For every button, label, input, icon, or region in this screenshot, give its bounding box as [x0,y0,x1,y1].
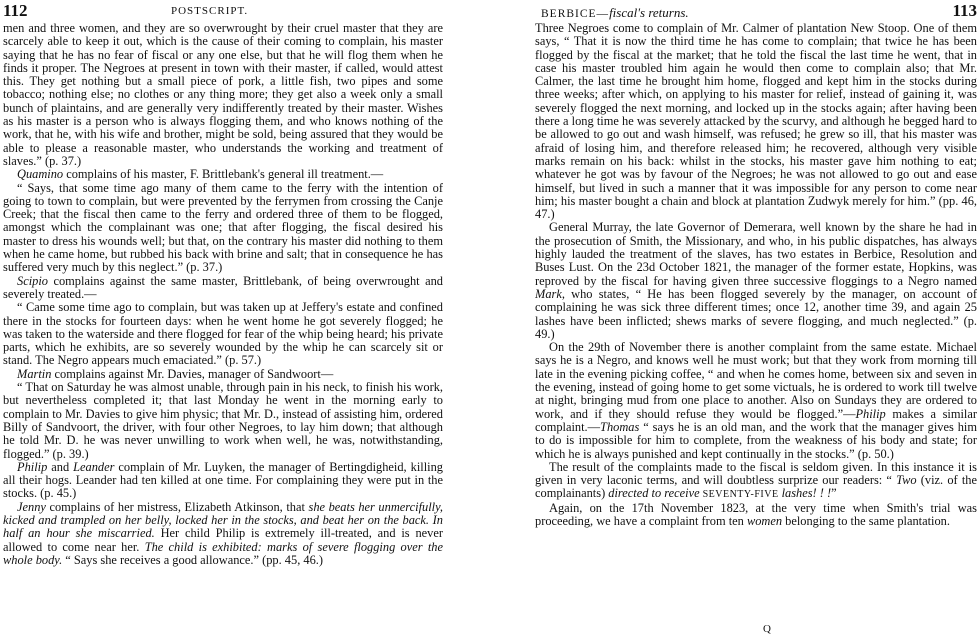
text-run: who states, “ He has been flogged severely by the manager, on account of complaining he was sick three different times; once 12, another time 39, and again 25 lashes have been inflicted; shews marks of severe flogging, and much neglected.” (p. 49.) [535,286,977,341]
text-run: complains of her mistress, Elizabeth Atkinson, that [45,499,309,514]
italic-text-run: Philip [855,406,886,421]
paragraph [3,22,443,168]
italic-text-run: Mark, [535,286,565,301]
text-run: makes a similar complaint.— [535,406,977,434]
paragraph [3,368,443,381]
text-run: “ That on Saturday he was almost unable, through pain in his neck, to finish his work, but nevertheless completed it; that last Monday he went in the morning early to complain to Mr. Davies to give him physic; that Mr. D., instead of assisting him, ordered Billy of Sandvoort, the driver, with four other Negroes, to lay him down; that although he told Mr. D. he was never unwilling to work when well, he was, notwithstanding, flogged.” (p. 39.) [3,380,443,461]
paragraph [3,461,443,501]
paragraph [535,502,977,529]
text-run: The result of the complaints made to the fiscal is seldom given. In this instance it is given in very laconic terms, and will doubtless surprize our readers: “ [535,459,977,488]
text-run: Three Negroes come to complain of Mr. Calmer of plantation New Stoop. One of them says, “ That it is now the third time he has come to complain; that twice he has been flogged by the fiscal at the market; that he told the fiscal the last time he went, that in case his master troubled him again he would then come to complain also; that Mr. Calmer, the last time he brought him home, flogged and kept him in the stocks during three weeks; after which, on applying to his master for relief, instead of gaining it, was severely flogged the next morning, and locked up in the stocks again; after having been there a long time he was severely attacked by the scurvy, and although he begged hard to be allowed to go out and wash himself, was refused; he grew so ill, that his master was afraid of losing him, and therefore released him; he recovered, although very visible marks remain on his back: whilst in the stocks, his master gave him nothing to eat; whatever he got was by favour of the Negroes; he was not allowed to go out and ease himself, but lived in such a manner that it was impossible for any person to come near him; his master bought a chain and block at plantation Zudwyk merely for him.” (pp. 46, 47.) [535,21,977,222]
right-page-number: 113 [952,1,977,20]
text-run: complain of Mr. Luyken, the manager of Bertingdigheid, killing all their hogs. Leander had ten killed at one time. For complaining they were put in the stocks. (p. 45.) [3,459,443,501]
italic-text-run: lashes! ! ! [781,486,832,501]
italic-text-run: Two [896,473,917,488]
text-run: “ Says she receives a good allowance.” (pp. 45, 46.) [62,552,324,567]
text-run: General Murray, the late Governor of Demerara, well known by the share he had in the prosecution of Smith, the Missionary, and who, in his public dispatches, has always highly lauded the treatment of the slaves, has two estates in Berbice, Resolution and Buses Lust. On the 23d October 1821, the manager of the former estate, Hopkins, was reproved by the fiscal for having given three successive floggings to a Negro named [535,220,977,288]
text-run: (viz. of the complainants) [535,473,977,501]
running-head-italic: fiscal's returns. [609,5,689,20]
text-run: men and three women, and they are so overwrought by their cruel master that they are scarcely able to keep it out, which is the cause of their coming to complain, his master saying that he has no fear of fiscal or any one else, but that he will flog them when he finds it proper. The Negroes at present in town with their master, if called, would attest this. They get nothing but a small piece of pork, a little fish, two pipes and some tobacco; nothing else; no clothes or any thing more; they get also a week only a small bunch of plaintains, and are generally very indifferently treated by their master. Wishes as his master is a person who is always flogging them, and who knows nothing of the work, that he, with his wife and brother, might be sold, being assured that they would be able to please a reasonable master, who understands the working and treatment of slaves.” (p. 37.) [3,21,443,168]
italic-text-run: The child is exhibited: marks of severe flogging over the whole body. [3,539,443,567]
left-running-head: POSTSCRIPT. [171,5,249,17]
paragraph [535,22,977,221]
text-run: ” [831,486,837,501]
text-run: “ says he is an old man, and the work that the manager gives him to do is impossible for him to complete, from the weakness of his body and state; for which he is always punished and kept continually in the stocks.” (p. 50.) [535,419,977,461]
left-page-body [3,22,443,567]
paragraph [3,168,443,181]
right-page-header [535,0,977,22]
text-run: complains of his master, F. Brittlebank's general ill treatment.— [63,167,384,182]
italic-text-run: women [746,513,783,528]
paragraph [3,381,443,461]
italic-text-run: Jenny [17,499,46,514]
text-run: complains against the same master, Brittlebank, of being overwrought and severely treated.— [3,273,443,301]
italic-text-run: Leander [73,459,115,474]
text-run: “ Came some time ago to complain, but was taken up at Jeffery's estate and confined there in the stocks for fourteen days: when he went home he got severely flogged; he was taken to the waterside and there flogged for fear of the whip being heard; his private parts, which he exhibits, are so severely wounded by the whip he can scarcely sit or stand. The Negro appears much emaciated.” (p. 57.) [3,300,443,368]
right-running-head [541,5,689,21]
text-run: belonging to the same plantation. [782,513,950,528]
right-page-body [535,22,977,528]
paragraph [535,461,977,502]
italic-text-run: Philip [17,459,48,474]
paragraph [3,501,443,567]
italic-text-run: Martin [17,366,52,381]
running-head-caps: BERBICE— [541,8,610,20]
signature-mark: Q [763,623,771,635]
italic-text-run: Thomas [600,419,640,434]
right-page [535,0,977,637]
text-run: and [47,459,74,474]
text-run: Her child Philip is extremely ill-treated, and is never allowed to come near her. [3,526,443,554]
text-run: complains against Mr. Davies, manager of Sandwoort— [51,366,334,381]
paragraph [535,341,977,461]
text-run: “ Says, that some time ago many of them came to the ferry with the intention of going to town to complain, but were prevented by the ferrymen from crossing the Canje Creek; that the fiscal then came to the ferry and ordered three of them to be flogged, amongst which the complainant was one; that after flogging, the fiscal desired his master to dress his wounds well; but that, on the contrary his master did nothing to them when he came home, but rubbed his back with brine and salt; that in consequence he has suffered very much by this neglect.” (p. 37.) [3,180,443,275]
italic-text-run: she beats her unmercifully, kicked and trampled on her belly, locked her in the stocks, and beat her on the back. In half an hour she miscarried. [3,499,443,541]
italic-text-run: Quamino [17,167,64,182]
paragraph [3,275,443,302]
paragraph [3,182,443,275]
text-run: On the 29th of November there is another complaint from the same estate. Michael says he is a Negro, and knows well he must work; but that they work from morning till late in the evening picking coffee, “ and when he comes home, between six and seven in the evening, instead of going home to get some victuals, he is ordered to work till twelve at night, bringing mud from one place to another. Also on Sundays they are ordered to work, and if they should refuse they would be flogged.”— [535,340,977,421]
left-page [3,0,443,637]
paragraph [535,221,977,341]
left-page-number: 112 [3,1,28,20]
paragraph [3,301,443,367]
text-run: Again, on the 17th November 1823, at the very time when Smith's trial was proceeding, we have a complaint from ten [535,500,977,528]
left-page-header [3,0,443,22]
italic-text-run: Scipio [17,273,48,288]
text-run: SEVENTY-FIVE [699,489,782,501]
italic-text-run: directed to receive [608,486,700,501]
